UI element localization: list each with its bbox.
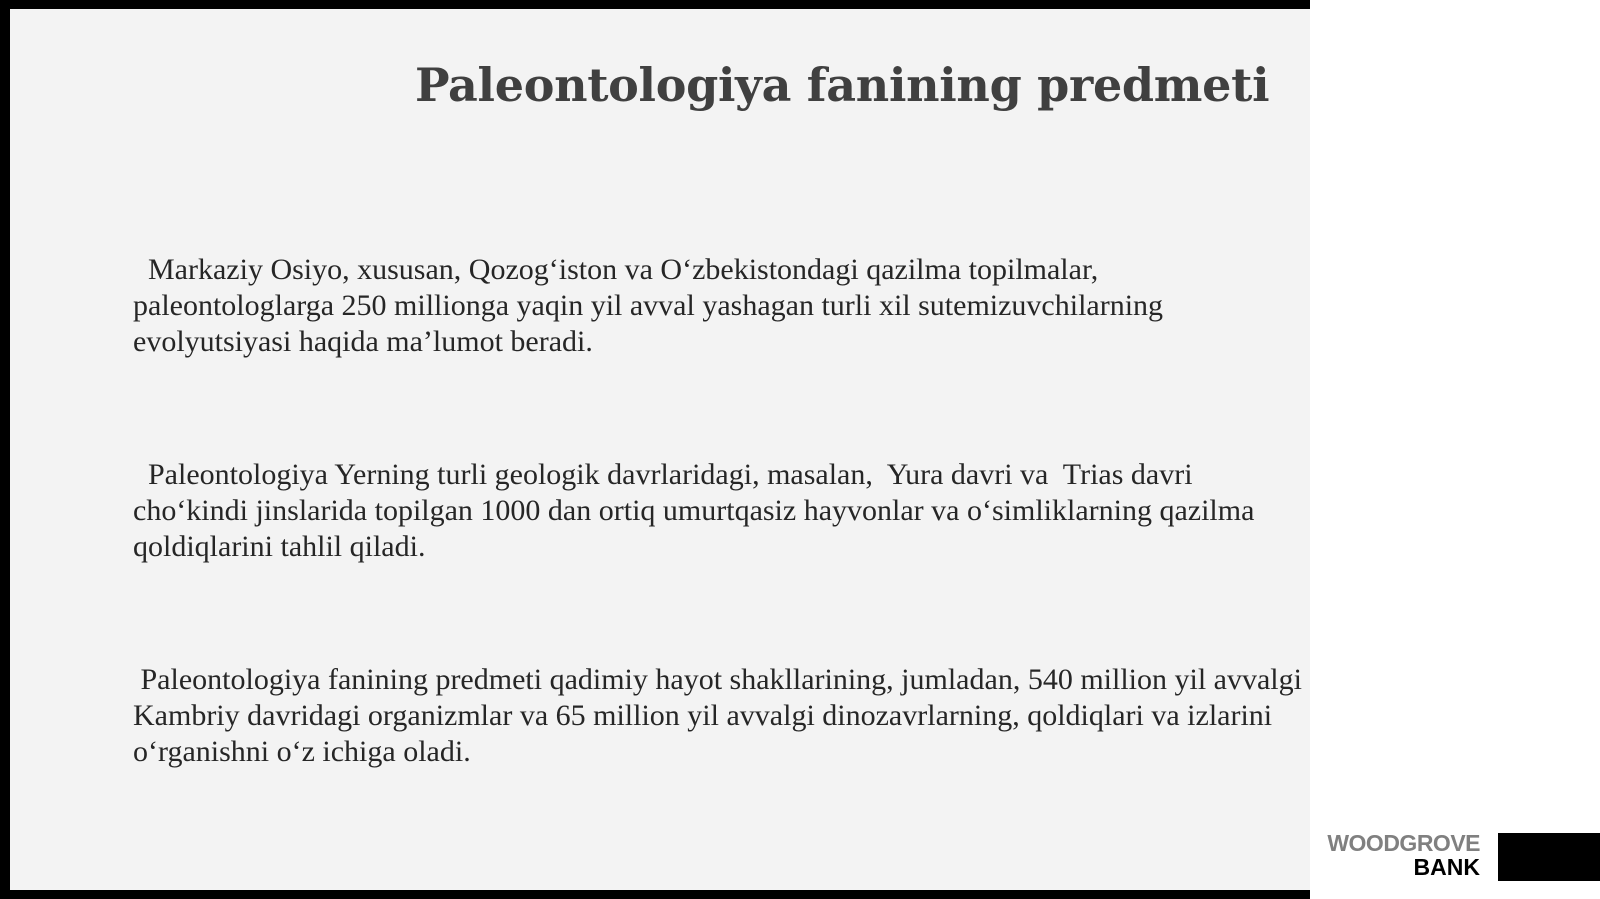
paragraph-2-line-2: cho‘kindi jinslarida topilgan 1000 dan ortiq umurtqasiz hayvonlar va o‘simliklarning qazilma	[133, 494, 1255, 527]
logo-text-bank: BANK	[1413, 854, 1480, 880]
logo-text-woodgrove: WOODGROVE	[1327, 830, 1480, 856]
paragraph-1-line-1: Markaziy Osiyo, xususan, Qozog‘iston va O‘zbekistondagi qazilma topilmalar,	[133, 253, 1099, 286]
paragraph-3-line-1: Paleontologiya fanining predmeti qadimiy hayot shakllarining, jumladan, 540 million yil avvalgi	[133, 663, 1302, 696]
woodgrove-bank-logo	[1316, 832, 1480, 879]
slide-title: Paleontologiya fanining predmeti	[415, 58, 1270, 112]
slide-frame-left	[0, 0, 10, 899]
paragraph-2	[133, 457, 1254, 565]
paragraph-1-line-2: paleontologlarga 250 millionga yaqin yil avval yashagan turli xil sutemizuvchilarning	[133, 289, 1164, 322]
paragraph-3	[133, 662, 1302, 770]
paragraph-1	[133, 252, 1163, 360]
logo-black-block	[1498, 833, 1600, 881]
paragraph-3-line-2: Kambriy davridagi organizmlar va 65 million yil avvalgi dinozavrlarning, qoldiqlari va izlarini	[133, 699, 1273, 732]
slide-frame-bottom	[0, 890, 1310, 899]
paragraph-2-line-3: qoldiqlarini tahlil qiladi.	[133, 530, 426, 563]
paragraph-1-line-3: evolyutsiyasi haqida ma’lumot beradi.	[133, 325, 593, 358]
paragraph-3-line-3: o‘rganishni o‘z ichiga oladi.	[133, 735, 471, 768]
slide-frame-top	[0, 0, 1310, 9]
paragraph-2-line-1: Paleontologiya Yerning turli geologik davrlaridagi, masalan, Yura davri va Trias davri	[133, 458, 1193, 491]
